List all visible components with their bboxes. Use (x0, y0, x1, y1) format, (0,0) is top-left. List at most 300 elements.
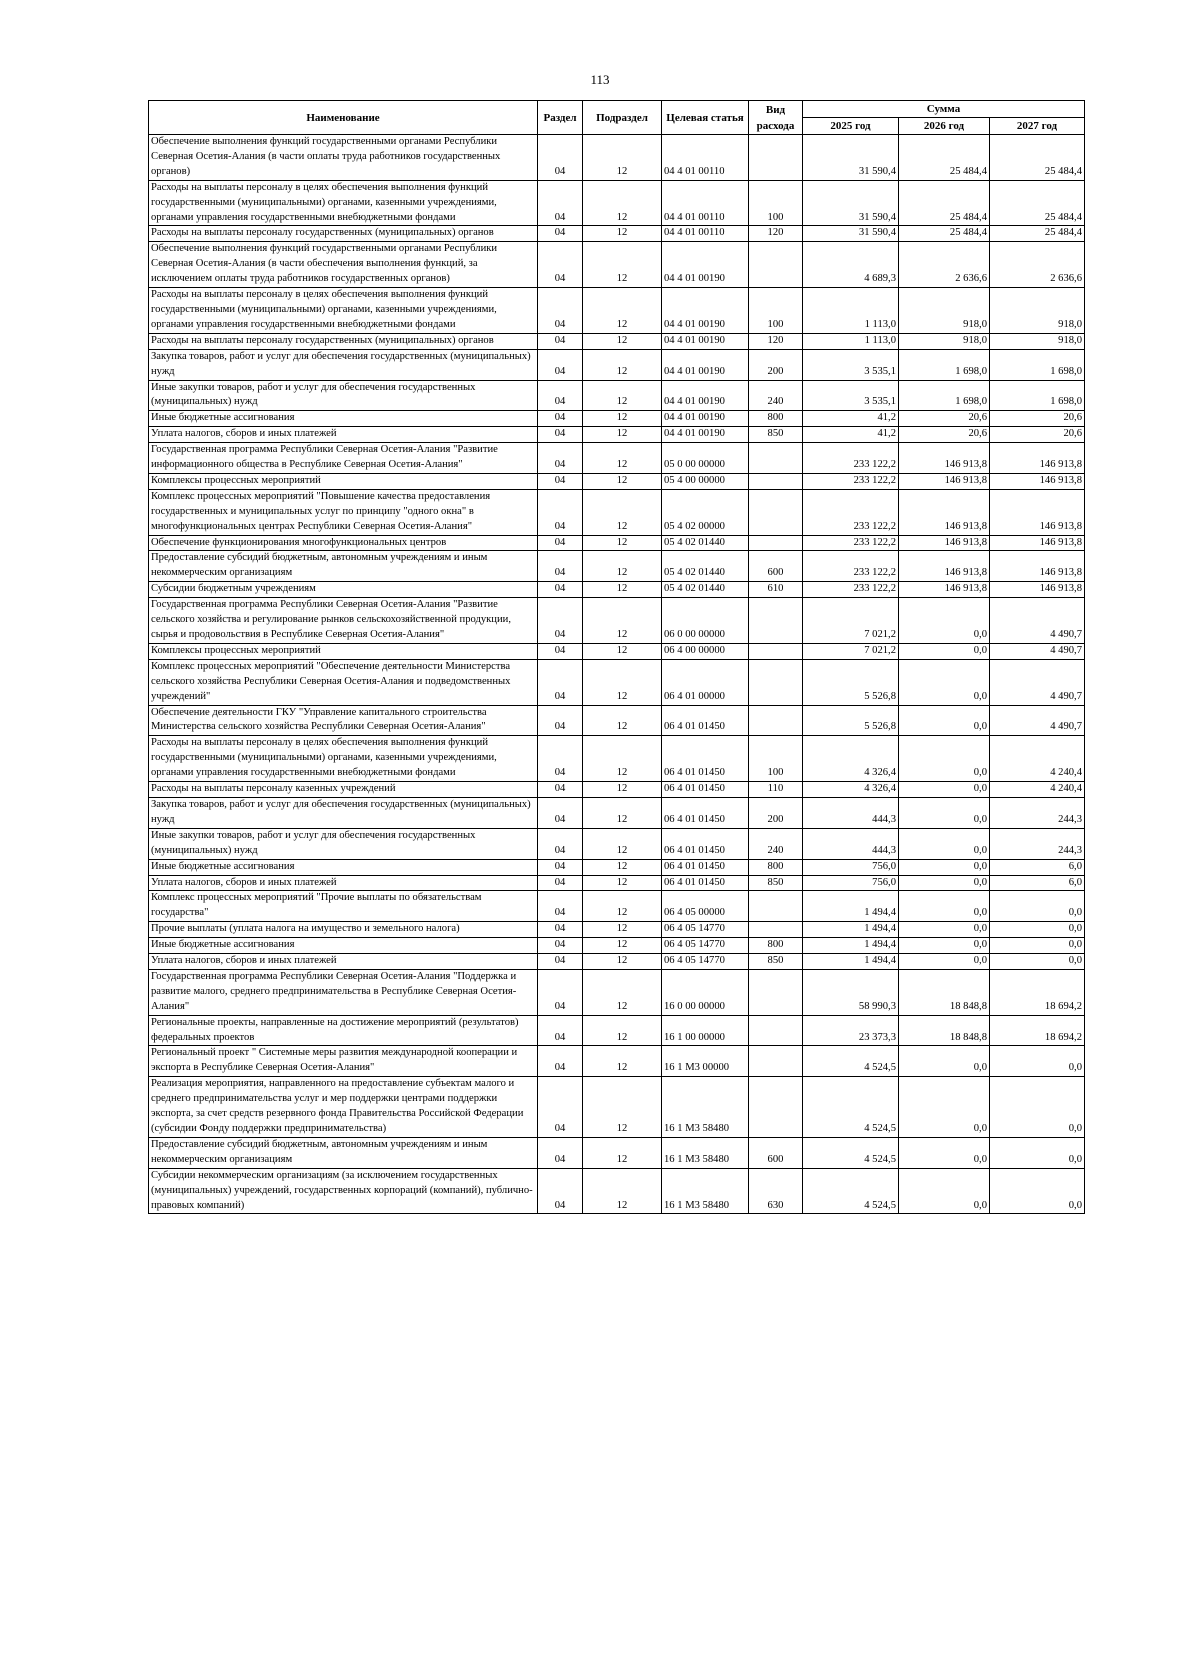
table-row (149, 922, 1085, 938)
cell-y2026: 0,0 (899, 1077, 990, 1138)
cell-kind (749, 242, 803, 288)
cell-y2025: 1 113,0 (803, 333, 899, 349)
cell-y2025: 4 326,4 (803, 782, 899, 798)
table-row (149, 551, 1085, 582)
cell-y2026: 0,0 (899, 875, 990, 891)
cell-y2025: 1 494,4 (803, 938, 899, 954)
header-row-1 (149, 101, 1085, 118)
cell-target: 04 4 01 00110 (662, 226, 749, 242)
cell-name: Иные бюджетные ассигнования (149, 938, 538, 954)
cell-target: 04 4 01 00190 (662, 411, 749, 427)
cell-subsection: 12 (583, 954, 662, 970)
cell-y2025: 41,2 (803, 427, 899, 443)
cell-section: 04 (538, 828, 583, 859)
cell-target: 16 1 M3 58480 (662, 1168, 749, 1214)
cell-name: Обеспечение выполнения функций государственными органами Республики Северная Осетия-Алания (в части обеспечения выполнения функций, за исключением оплаты труда работников государственных органов) (149, 242, 538, 288)
cell-name: Расходы на выплаты персоналу в целях обеспечения выполнения функций государственными (муниципальными) органами, казенными учреждениями, органами управления государственными внебюджетными фондами (149, 736, 538, 782)
cell-subsection: 12 (583, 333, 662, 349)
cell-kind (749, 1015, 803, 1046)
cell-section: 04 (538, 598, 583, 644)
cell-subsection: 12 (583, 659, 662, 705)
cell-y2025: 444,3 (803, 828, 899, 859)
cell-subsection: 12 (583, 969, 662, 1015)
cell-y2025: 233 122,2 (803, 473, 899, 489)
cell-kind: 610 (749, 582, 803, 598)
cell-y2027: 1 698,0 (990, 380, 1085, 411)
header-target: Целевая статья (662, 101, 749, 135)
cell-kind: 100 (749, 288, 803, 334)
cell-target: 16 1 M3 58480 (662, 1137, 749, 1168)
cell-y2027: 0,0 (990, 1137, 1085, 1168)
table-row (149, 135, 1085, 181)
table-row (149, 797, 1085, 828)
table-row (149, 226, 1085, 242)
cell-y2026: 0,0 (899, 705, 990, 736)
cell-name: Государственная программа Республики Северная Осетия-Алания "Развитие информационного общества в Республике Северная Осетия-Алания" (149, 443, 538, 474)
cell-y2025: 233 122,2 (803, 489, 899, 535)
cell-y2026: 146 913,8 (899, 473, 990, 489)
cell-subsection: 12 (583, 643, 662, 659)
cell-y2025: 23 373,3 (803, 1015, 899, 1046)
table-row (149, 380, 1085, 411)
table-row (149, 938, 1085, 954)
cell-y2025: 1 494,4 (803, 954, 899, 970)
cell-name: Региональный проект " Системные меры развития международной кооперации и экспорта в Республике Северная Осетия-Алания" (149, 1046, 538, 1077)
cell-y2027: 18 694,2 (990, 1015, 1085, 1046)
cell-y2027: 4 490,7 (990, 643, 1085, 659)
table-row (149, 489, 1085, 535)
cell-section: 04 (538, 135, 583, 181)
cell-section: 04 (538, 969, 583, 1015)
cell-section: 04 (538, 473, 583, 489)
cell-y2025: 58 990,3 (803, 969, 899, 1015)
cell-target: 06 4 05 00000 (662, 891, 749, 922)
cell-y2025: 5 526,8 (803, 705, 899, 736)
cell-section: 04 (538, 797, 583, 828)
cell-subsection: 12 (583, 535, 662, 551)
cell-y2026: 0,0 (899, 782, 990, 798)
cell-kind: 100 (749, 180, 803, 226)
cell-y2025: 31 590,4 (803, 180, 899, 226)
cell-y2025: 4 326,4 (803, 736, 899, 782)
cell-target: 05 4 00 00000 (662, 473, 749, 489)
cell-name: Обеспечение функционирования многофункциональных центров (149, 535, 538, 551)
cell-name: Расходы на выплаты персоналу в целях обеспечения выполнения функций государственными (муниципальными) органами, казенными учреждениями, органами управления государственными внебюджетными фондами (149, 288, 538, 334)
cell-y2025: 4 524,5 (803, 1137, 899, 1168)
cell-y2027: 146 913,8 (990, 489, 1085, 535)
cell-subsection: 12 (583, 859, 662, 875)
cell-kind (749, 473, 803, 489)
cell-subsection: 12 (583, 1137, 662, 1168)
cell-y2026: 0,0 (899, 828, 990, 859)
cell-y2026: 0,0 (899, 643, 990, 659)
cell-subsection: 12 (583, 1046, 662, 1077)
cell-subsection: 12 (583, 288, 662, 334)
cell-name: Расходы на выплаты персоналу государственных (муниципальных) органов (149, 333, 538, 349)
cell-kind: 800 (749, 938, 803, 954)
cell-section: 04 (538, 242, 583, 288)
cell-target: 06 4 01 01450 (662, 859, 749, 875)
cell-y2026: 918,0 (899, 333, 990, 349)
cell-target: 04 4 01 00110 (662, 180, 749, 226)
cell-y2025: 233 122,2 (803, 443, 899, 474)
table-row (149, 875, 1085, 891)
table-row (149, 582, 1085, 598)
header-section: Раздел (538, 101, 583, 135)
cell-subsection: 12 (583, 797, 662, 828)
cell-section: 04 (538, 582, 583, 598)
cell-section: 04 (538, 1015, 583, 1046)
cell-section: 04 (538, 1077, 583, 1138)
cell-y2026: 146 913,8 (899, 551, 990, 582)
cell-name: Иные бюджетные ассигнования (149, 411, 538, 427)
table-row (149, 969, 1085, 1015)
cell-y2026: 0,0 (899, 922, 990, 938)
table-row (149, 659, 1085, 705)
cell-name: Субсидии бюджетным учреждениям (149, 582, 538, 598)
cell-y2026: 918,0 (899, 288, 990, 334)
table-row (149, 643, 1085, 659)
cell-name: Реализация мероприятия, направленного на предоставление субъектам малого и среднего предпринимательства услуг и мер поддержки центрами поддержки экспорта, за счет средств резервного фонда Правительства Российской Федерации (субсидии Фонду поддержки предпринимательства) (149, 1077, 538, 1138)
cell-section: 04 (538, 659, 583, 705)
cell-y2027: 25 484,4 (990, 135, 1085, 181)
cell-kind: 600 (749, 551, 803, 582)
cell-kind: 120 (749, 333, 803, 349)
cell-y2026: 0,0 (899, 598, 990, 644)
cell-y2025: 756,0 (803, 859, 899, 875)
cell-y2026: 146 913,8 (899, 443, 990, 474)
cell-name: Расходы на выплаты персоналу государственных (муниципальных) органов (149, 226, 538, 242)
cell-target: 04 4 01 00190 (662, 380, 749, 411)
cell-target: 04 4 01 00110 (662, 135, 749, 181)
cell-kind (749, 489, 803, 535)
cell-subsection: 12 (583, 875, 662, 891)
cell-y2025: 41,2 (803, 411, 899, 427)
cell-kind (749, 891, 803, 922)
cell-y2026: 25 484,4 (899, 180, 990, 226)
cell-name: Комплекс процессных мероприятий "Прочие выплаты по обязательствам государства" (149, 891, 538, 922)
cell-name: Комплексы процессных мероприятий (149, 643, 538, 659)
cell-y2026: 0,0 (899, 938, 990, 954)
cell-y2025: 7 021,2 (803, 598, 899, 644)
cell-section: 04 (538, 535, 583, 551)
cell-subsection: 12 (583, 242, 662, 288)
cell-y2025: 233 122,2 (803, 535, 899, 551)
cell-target: 05 0 00 00000 (662, 443, 749, 474)
table-row (149, 1077, 1085, 1138)
cell-y2027: 4 490,7 (990, 705, 1085, 736)
cell-target: 16 1 M3 58480 (662, 1077, 749, 1138)
cell-name: Иные закупки товаров, работ и услуг для обеспечения государственных (муниципальных) нужд (149, 380, 538, 411)
cell-subsection: 12 (583, 1168, 662, 1214)
cell-kind: 200 (749, 349, 803, 380)
cell-y2026: 0,0 (899, 859, 990, 875)
cell-name: Уплата налогов, сборов и иных платежей (149, 954, 538, 970)
cell-name: Обеспечение деятельности ГКУ "Управление капитального строительства Министерства сельского хозяйства Республики Северная Осетия-Алания" (149, 705, 538, 736)
cell-target: 16 0 00 00000 (662, 969, 749, 1015)
cell-y2027: 146 913,8 (990, 473, 1085, 489)
cell-subsection: 12 (583, 551, 662, 582)
table-row (149, 427, 1085, 443)
cell-subsection: 12 (583, 582, 662, 598)
cell-section: 04 (538, 288, 583, 334)
cell-section: 04 (538, 875, 583, 891)
budget-table (148, 100, 1085, 1214)
header-2027: 2027 год (990, 118, 1085, 135)
cell-section: 04 (538, 736, 583, 782)
cell-y2025: 4 524,5 (803, 1077, 899, 1138)
cell-section: 04 (538, 226, 583, 242)
cell-section: 04 (538, 180, 583, 226)
cell-subsection: 12 (583, 736, 662, 782)
cell-section: 04 (538, 489, 583, 535)
cell-name: Предоставление субсидий бюджетным, автономным учреждениям и иным некоммерческим организациям (149, 1137, 538, 1168)
cell-kind (749, 598, 803, 644)
cell-section: 04 (538, 551, 583, 582)
cell-target: 06 4 01 01450 (662, 705, 749, 736)
header-2025: 2025 год (803, 118, 899, 135)
cell-y2026: 0,0 (899, 891, 990, 922)
cell-y2027: 244,3 (990, 797, 1085, 828)
cell-section: 04 (538, 954, 583, 970)
cell-target: 05 4 02 01440 (662, 551, 749, 582)
cell-y2027: 146 913,8 (990, 551, 1085, 582)
cell-kind (749, 922, 803, 938)
table-row (149, 891, 1085, 922)
cell-y2025: 233 122,2 (803, 582, 899, 598)
cell-section: 04 (538, 643, 583, 659)
cell-subsection: 12 (583, 828, 662, 859)
table-row (149, 598, 1085, 644)
cell-name: Закупка товаров, работ и услуг для обеспечения государственных (муниципальных) нужд (149, 349, 538, 380)
cell-kind: 600 (749, 1137, 803, 1168)
cell-y2027: 25 484,4 (990, 180, 1085, 226)
cell-target: 05 4 02 01440 (662, 535, 749, 551)
cell-name: Иные бюджетные ассигнования (149, 859, 538, 875)
cell-y2027: 918,0 (990, 288, 1085, 334)
cell-section: 04 (538, 1137, 583, 1168)
cell-target: 16 1 M3 00000 (662, 1046, 749, 1077)
cell-y2027: 2 636,6 (990, 242, 1085, 288)
table-row (149, 535, 1085, 551)
cell-name: Обеспечение выполнения функций государственными органами Республики Северная Осетия-Алания (в части оплаты труда работников государственных органов) (149, 135, 538, 181)
cell-y2026: 18 848,8 (899, 1015, 990, 1046)
cell-name: Расходы на выплаты персоналу в целях обеспечения выполнения функций государственными (муниципальными) органами, казенными учреждениями, органами управления государственными внебюджетными фондами (149, 180, 538, 226)
cell-target: 06 4 01 01450 (662, 875, 749, 891)
cell-y2025: 3 535,1 (803, 349, 899, 380)
cell-target: 06 4 01 01450 (662, 736, 749, 782)
cell-name: Уплата налогов, сборов и иных платежей (149, 427, 538, 443)
cell-subsection: 12 (583, 891, 662, 922)
cell-y2026: 1 698,0 (899, 349, 990, 380)
cell-section: 04 (538, 782, 583, 798)
cell-y2026: 0,0 (899, 1137, 990, 1168)
cell-y2027: 4 490,7 (990, 598, 1085, 644)
cell-section: 04 (538, 938, 583, 954)
cell-subsection: 12 (583, 443, 662, 474)
table-row (149, 288, 1085, 334)
cell-subsection: 12 (583, 473, 662, 489)
cell-y2027: 146 913,8 (990, 443, 1085, 474)
cell-subsection: 12 (583, 380, 662, 411)
cell-kind: 240 (749, 828, 803, 859)
cell-y2027: 0,0 (990, 938, 1085, 954)
cell-y2027: 25 484,4 (990, 226, 1085, 242)
cell-kind: 110 (749, 782, 803, 798)
cell-name: Уплата налогов, сборов и иных платежей (149, 875, 538, 891)
cell-kind (749, 1046, 803, 1077)
cell-kind (749, 969, 803, 1015)
cell-target: 06 4 05 14770 (662, 954, 749, 970)
cell-y2027: 244,3 (990, 828, 1085, 859)
cell-y2025: 4 524,5 (803, 1046, 899, 1077)
cell-kind: 630 (749, 1168, 803, 1214)
header-2026: 2026 год (899, 118, 990, 135)
table-row (149, 1137, 1085, 1168)
cell-name: Субсидии некоммерческим организациям (за исключением государственных (муниципальных) учреждений, государственных корпораций (компаний), публично-правовых компаний) (149, 1168, 538, 1214)
cell-kind: 850 (749, 427, 803, 443)
cell-subsection: 12 (583, 705, 662, 736)
cell-y2027: 146 913,8 (990, 582, 1085, 598)
table-row (149, 1015, 1085, 1046)
table-row (149, 1168, 1085, 1214)
cell-y2026: 2 636,6 (899, 242, 990, 288)
cell-y2026: 20,6 (899, 427, 990, 443)
cell-kind: 850 (749, 954, 803, 970)
cell-y2026: 25 484,4 (899, 226, 990, 242)
cell-name: Государственная программа Республики Северная Осетия-Алания "Развитие сельского хозяйства и регулирование рынков сельскохозяйственной продукции, сырья и продовольствия в Республике Северная Осетия-Алания" (149, 598, 538, 644)
cell-y2027: 0,0 (990, 922, 1085, 938)
table-row (149, 828, 1085, 859)
cell-name: Иные закупки товаров, работ и услуг для обеспечения государственных (муниципальных) нужд (149, 828, 538, 859)
header-sum: Сумма (803, 101, 1085, 118)
cell-section: 04 (538, 1046, 583, 1077)
header-kind: Вид расхода (749, 101, 803, 135)
cell-y2025: 233 122,2 (803, 551, 899, 582)
cell-section: 04 (538, 380, 583, 411)
cell-y2025: 756,0 (803, 875, 899, 891)
cell-subsection: 12 (583, 489, 662, 535)
cell-y2025: 1 113,0 (803, 288, 899, 334)
cell-y2027: 1 698,0 (990, 349, 1085, 380)
cell-target: 06 4 01 01450 (662, 797, 749, 828)
cell-kind (749, 1077, 803, 1138)
cell-kind: 800 (749, 859, 803, 875)
cell-target: 04 4 01 00190 (662, 427, 749, 443)
cell-y2027: 0,0 (990, 1077, 1085, 1138)
cell-y2025: 31 590,4 (803, 135, 899, 181)
cell-kind (749, 535, 803, 551)
cell-y2027: 146 913,8 (990, 535, 1085, 551)
cell-section: 04 (538, 859, 583, 875)
cell-target: 06 4 01 01450 (662, 828, 749, 859)
cell-subsection: 12 (583, 922, 662, 938)
cell-y2026: 146 913,8 (899, 489, 990, 535)
table-row (149, 333, 1085, 349)
table-row (149, 782, 1085, 798)
cell-y2027: 18 694,2 (990, 969, 1085, 1015)
cell-subsection: 12 (583, 938, 662, 954)
cell-y2027: 0,0 (990, 1046, 1085, 1077)
cell-subsection: 12 (583, 411, 662, 427)
cell-y2027: 4 490,7 (990, 659, 1085, 705)
cell-subsection: 12 (583, 135, 662, 181)
cell-name: Государственная программа Республики Северная Осетия-Алания "Поддержка и развитие малого, среднего предпринимательства в Республике Северная Осетия-Алания" (149, 969, 538, 1015)
cell-y2025: 31 590,4 (803, 226, 899, 242)
cell-subsection: 12 (583, 180, 662, 226)
cell-target: 06 4 05 14770 (662, 938, 749, 954)
cell-y2027: 0,0 (990, 954, 1085, 970)
cell-target: 04 4 01 00190 (662, 242, 749, 288)
cell-y2027: 20,6 (990, 411, 1085, 427)
cell-target: 06 4 00 00000 (662, 643, 749, 659)
cell-section: 04 (538, 411, 583, 427)
table-row (149, 180, 1085, 226)
cell-subsection: 12 (583, 226, 662, 242)
cell-y2026: 0,0 (899, 1046, 990, 1077)
cell-target: 06 0 00 00000 (662, 598, 749, 644)
cell-target: 06 4 05 14770 (662, 922, 749, 938)
table-row (149, 473, 1085, 489)
table-row (149, 242, 1085, 288)
cell-subsection: 12 (583, 598, 662, 644)
table-row (149, 443, 1085, 474)
cell-kind (749, 705, 803, 736)
cell-kind: 850 (749, 875, 803, 891)
cell-y2026: 25 484,4 (899, 135, 990, 181)
cell-section: 04 (538, 333, 583, 349)
cell-section: 04 (538, 427, 583, 443)
table-row (149, 349, 1085, 380)
cell-kind: 800 (749, 411, 803, 427)
cell-section: 04 (538, 922, 583, 938)
cell-y2026: 0,0 (899, 1168, 990, 1214)
cell-y2025: 4 689,3 (803, 242, 899, 288)
cell-name: Расходы на выплаты персоналу казенных учреждений (149, 782, 538, 798)
cell-y2026: 0,0 (899, 736, 990, 782)
cell-y2025: 5 526,8 (803, 659, 899, 705)
cell-y2025: 3 535,1 (803, 380, 899, 411)
cell-kind: 240 (749, 380, 803, 411)
cell-name: Комплекс процессных мероприятий "Обеспечение деятельности Министерства сельского хозяйства Республики Северная Осетия-Алания и подведомственных учреждений" (149, 659, 538, 705)
cell-name: Региональные проекты, направленные на достижение мероприятий (результатов) федеральных проектов (149, 1015, 538, 1046)
cell-y2026: 0,0 (899, 797, 990, 828)
cell-section: 04 (538, 1168, 583, 1214)
cell-target: 06 4 01 01450 (662, 782, 749, 798)
table-row (149, 954, 1085, 970)
cell-y2027: 20,6 (990, 427, 1085, 443)
cell-target: 04 4 01 00190 (662, 288, 749, 334)
page-number: 113 (590, 72, 610, 87)
cell-y2025: 1 494,4 (803, 891, 899, 922)
cell-section: 04 (538, 349, 583, 380)
cell-subsection: 12 (583, 1077, 662, 1138)
table-row (149, 1046, 1085, 1077)
cell-section: 04 (538, 891, 583, 922)
cell-name: Комплекс процессных мероприятий "Повышение качества предоставления государственных и муниципальных услуг по принципу "одного окна" в многофункциональных центрах Республики Северная Осетия-Алания" (149, 489, 538, 535)
cell-name: Закупка товаров, работ и услуг для обеспечения государственных (муниципальных) нужд (149, 797, 538, 828)
cell-y2027: 0,0 (990, 891, 1085, 922)
table-row (149, 705, 1085, 736)
cell-y2025: 7 021,2 (803, 643, 899, 659)
cell-y2027: 6,0 (990, 875, 1085, 891)
table-body (149, 135, 1085, 1214)
cell-subsection: 12 (583, 782, 662, 798)
cell-y2027: 918,0 (990, 333, 1085, 349)
cell-y2026: 0,0 (899, 954, 990, 970)
cell-target: 05 4 02 00000 (662, 489, 749, 535)
cell-section: 04 (538, 705, 583, 736)
